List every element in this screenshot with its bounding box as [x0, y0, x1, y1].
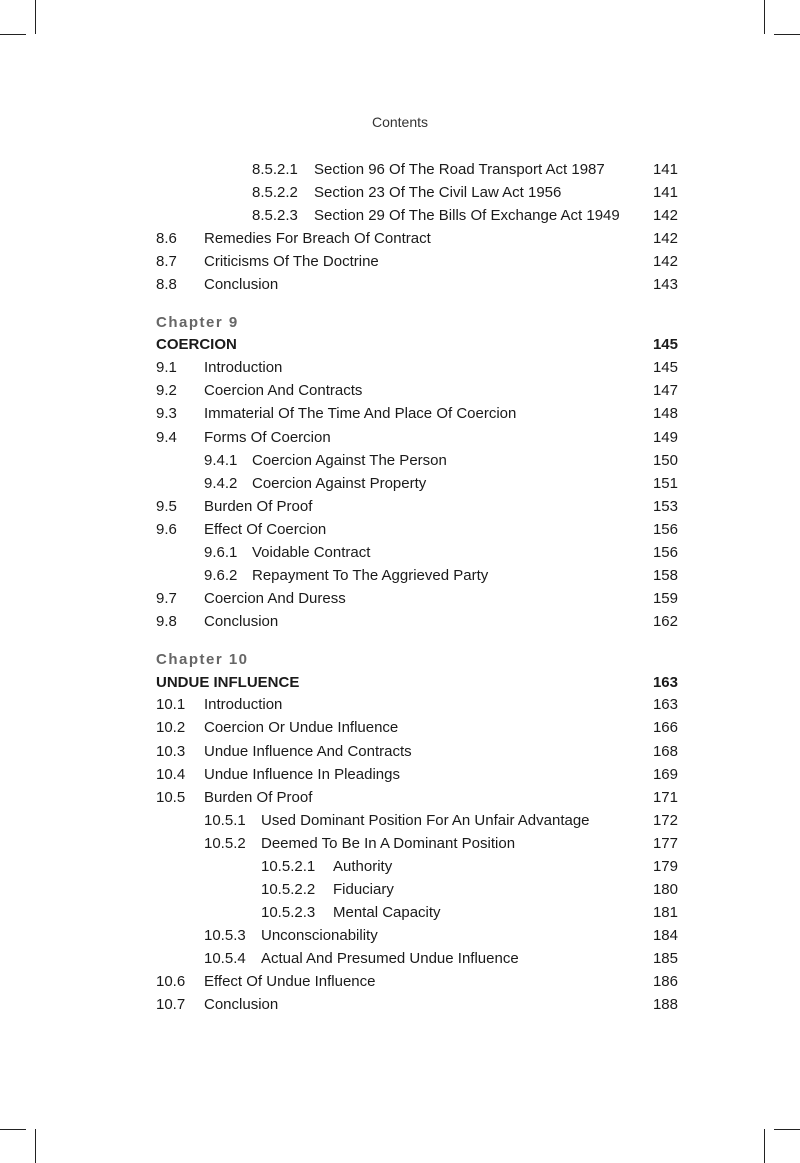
toc-entry[interactable] [156, 880, 678, 900]
running-head: Contents [371, 114, 429, 130]
entry-title: Actual And Presumed Undue Influence [261, 950, 519, 967]
entry-number: 8.5.2.3 [252, 207, 298, 224]
toc-entry[interactable] [156, 566, 678, 586]
entry-title: Coercion Against The Person [252, 452, 447, 469]
entry-page: 181 [652, 904, 678, 921]
entry-number: 9.7 [156, 590, 177, 607]
entry-number: 9.4 [156, 429, 177, 446]
toc-entry[interactable] [156, 765, 678, 785]
entry-number: 9.4.1 [204, 452, 238, 469]
entry-number: 9.8 [156, 613, 177, 630]
entry-number: 10.5 [156, 789, 186, 806]
chapter-title: COERCION [156, 336, 237, 353]
entry-page: 153 [652, 498, 678, 515]
entry-page: 151 [652, 475, 678, 492]
entry-number: 9.6 [156, 521, 177, 538]
toc-entry[interactable] [156, 811, 678, 831]
toc-entry[interactable] [156, 903, 678, 923]
entry-title: Effect Of Undue Influence [204, 973, 376, 990]
entry-title: Undue Influence In Pleadings [204, 766, 400, 783]
entry-page: 159 [652, 590, 678, 607]
entry-title: Coercion And Contracts [204, 382, 363, 399]
entry-title: Coercion Or Undue Influence [204, 719, 399, 736]
entry-page: 162 [652, 613, 678, 630]
toc-entry[interactable] [156, 206, 678, 226]
entry-page: 145 [652, 336, 678, 353]
entry-page: 186 [652, 973, 678, 990]
entry-title: Effect Of Coercion [204, 521, 327, 538]
chapter-label: Chapter 9 [156, 314, 239, 331]
toc-entry[interactable] [156, 183, 678, 203]
entry-page: 143 [652, 276, 678, 293]
toc-entry[interactable] [156, 612, 678, 632]
entry-number: 9.2 [156, 382, 177, 399]
toc-entry[interactable] [156, 788, 678, 808]
entry-page: 150 [652, 452, 678, 469]
entry-page: 142 [652, 207, 678, 224]
chapter-label: Chapter 10 [156, 651, 249, 668]
toc-entry[interactable] [156, 695, 678, 715]
entry-number: 10.3 [156, 743, 186, 760]
entry-page: 188 [652, 996, 678, 1013]
entry-page: 163 [652, 696, 678, 713]
entry-number: 9.3 [156, 405, 177, 422]
entry-number: 10.5.4 [204, 950, 246, 967]
crop-mark [35, 0, 36, 34]
toc-entry[interactable] [156, 995, 678, 1015]
entry-page: 147 [652, 382, 678, 399]
entry-page: 145 [652, 359, 678, 376]
entry-title: Section 23 Of The Civil Law Act 1956 [314, 184, 562, 201]
toc-entry[interactable] [156, 275, 678, 295]
entry-number: 10.4 [156, 766, 186, 783]
entry-title: Section 96 Of The Road Transport Act 1987 [314, 161, 605, 178]
entry-number: 10.5.3 [204, 927, 246, 944]
entry-page: 179 [652, 858, 678, 875]
entry-page: 172 [652, 812, 678, 829]
entry-number: 9.6.2 [204, 567, 238, 584]
entry-title: Remedies For Breach Of Contract [204, 230, 431, 247]
entry-number: 10.5.2.1 [261, 858, 316, 875]
entry-page: 156 [652, 521, 678, 538]
entry-number: 8.5.2.2 [252, 184, 298, 201]
entry-number: 9.4.2 [204, 475, 238, 492]
entry-page: 163 [652, 674, 678, 691]
crop-mark [764, 1129, 765, 1163]
entry-page: 185 [652, 950, 678, 967]
entry-title: Voidable Contract [252, 544, 371, 561]
toc-entry[interactable] [156, 451, 678, 471]
entry-number: 10.6 [156, 973, 186, 990]
entry-page: 148 [652, 405, 678, 422]
entry-page: 149 [652, 429, 678, 446]
toc-entry[interactable] [156, 404, 678, 424]
entry-title: Forms Of Coercion [204, 429, 331, 446]
crop-mark [0, 1129, 26, 1130]
crop-mark [35, 1129, 36, 1163]
toc-entry[interactable] [156, 857, 678, 877]
entry-title: Immaterial Of The Time And Place Of Coercion [204, 405, 517, 422]
entry-title: Unconscionability [261, 927, 378, 944]
toc-entry[interactable] [156, 520, 678, 540]
chapter-heading[interactable] [156, 335, 678, 355]
entry-title: Conclusion [204, 613, 279, 630]
toc-entry[interactable] [156, 381, 678, 401]
entry-title: Burden Of Proof [204, 498, 313, 515]
toc-entry[interactable] [156, 718, 678, 738]
toc-entry[interactable] [156, 252, 678, 272]
toc-entry[interactable] [156, 926, 678, 946]
entry-number: 10.5.2 [204, 835, 246, 852]
chapter-heading[interactable] [156, 673, 678, 693]
entry-title: Authority [333, 858, 393, 875]
entry-title: Introduction [204, 696, 283, 713]
entry-title: Introduction [204, 359, 283, 376]
entry-title: Section 29 Of The Bills Of Exchange Act 1949 [314, 207, 620, 224]
entry-page: 180 [652, 881, 678, 898]
entry-title: Criticisms Of The Doctrine [204, 253, 379, 270]
entry-page: 169 [652, 766, 678, 783]
entry-page: 141 [652, 184, 678, 201]
entry-page: 158 [652, 567, 678, 584]
entry-number: 10.1 [156, 696, 186, 713]
entry-number: 10.2 [156, 719, 186, 736]
toc-entry[interactable] [156, 543, 678, 563]
entry-number: 9.6.1 [204, 544, 238, 561]
entry-number: 8.8 [156, 276, 177, 293]
toc-entry[interactable] [156, 474, 678, 494]
entry-title: Deemed To Be In A Dominant Position [261, 835, 516, 852]
entry-title: Coercion And Duress [204, 590, 346, 607]
entry-page: 142 [652, 253, 678, 270]
toc-entry[interactable] [156, 160, 678, 180]
entry-number: 8.7 [156, 253, 177, 270]
toc-entry[interactable] [156, 949, 678, 969]
crop-mark [774, 1129, 800, 1130]
entry-title: Undue Influence And Contracts [204, 743, 412, 760]
entry-title: Burden Of Proof [204, 789, 313, 806]
entry-title: Conclusion [204, 276, 279, 293]
chapter-title: UNDUE INFLUENCE [156, 674, 300, 691]
entry-number: 9.1 [156, 359, 177, 376]
entry-page: 168 [652, 743, 678, 760]
toc-entry[interactable] [156, 742, 678, 762]
entry-page: 184 [652, 927, 678, 944]
entry-title: Used Dominant Position For An Unfair Advantage [261, 812, 590, 829]
entry-number: 10.5.2.2 [261, 881, 316, 898]
entry-number: 8.6 [156, 230, 177, 247]
entry-number: 10.5.2.3 [261, 904, 316, 921]
entry-page: 142 [652, 230, 678, 247]
entry-page: 177 [652, 835, 678, 852]
entry-number: 9.5 [156, 498, 177, 515]
entry-page: 171 [652, 789, 678, 806]
toc-entry[interactable] [156, 428, 678, 448]
crop-mark [774, 34, 800, 35]
crop-mark [764, 0, 765, 34]
entry-page: 166 [652, 719, 678, 736]
entry-page: 156 [652, 544, 678, 561]
toc-entry[interactable] [156, 589, 678, 609]
toc-entry[interactable] [156, 972, 678, 992]
toc-entry[interactable] [156, 497, 678, 517]
toc-entry[interactable] [156, 229, 678, 249]
toc-entry[interactable] [156, 358, 678, 378]
entry-page: 141 [652, 161, 678, 178]
entry-number: 10.5.1 [204, 812, 246, 829]
entry-number: 8.5.2.1 [252, 161, 298, 178]
crop-mark [0, 34, 26, 35]
entry-title: Conclusion [204, 996, 279, 1013]
entry-title: Fiduciary [333, 881, 394, 898]
entry-title: Mental Capacity [333, 904, 441, 921]
toc-entry[interactable] [156, 834, 678, 854]
entry-number: 10.7 [156, 996, 186, 1013]
entry-title: Coercion Against Property [252, 475, 427, 492]
entry-title: Repayment To The Aggrieved Party [252, 567, 489, 584]
